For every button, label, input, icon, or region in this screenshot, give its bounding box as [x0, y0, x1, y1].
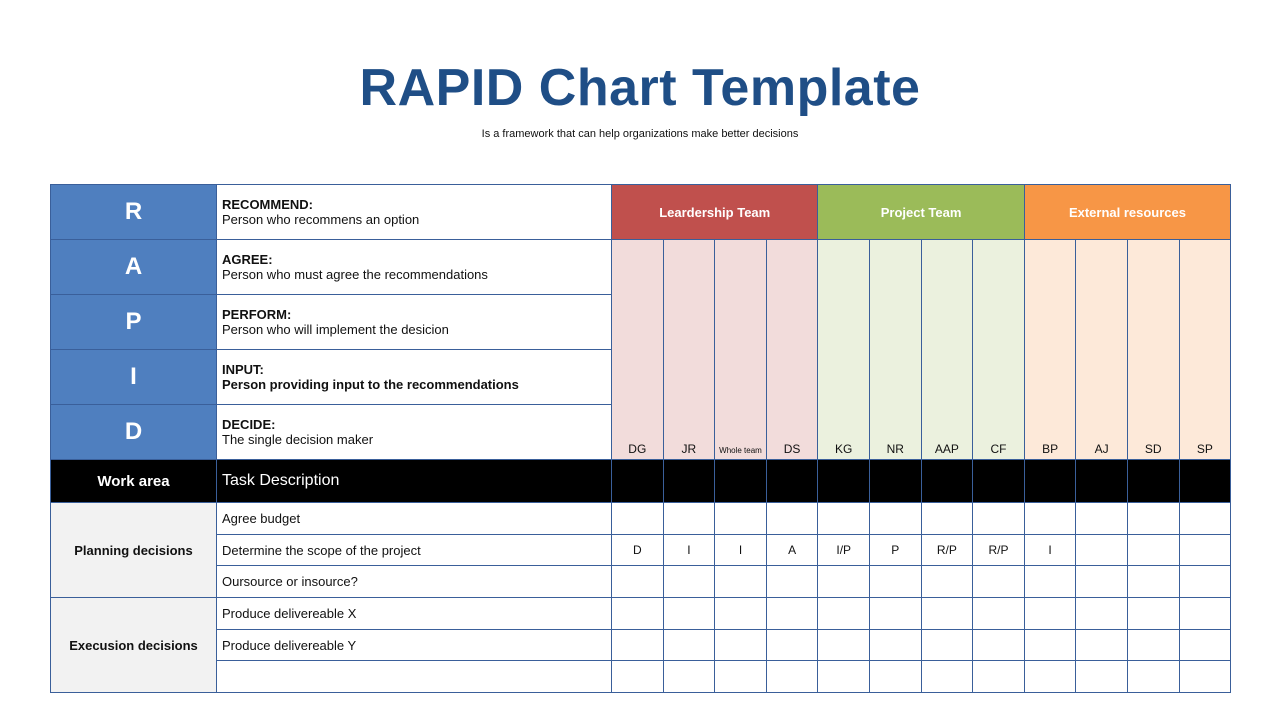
assignment-cell[interactable] [1179, 629, 1231, 661]
header-blank-cell [818, 460, 870, 503]
member-name: DG [628, 442, 647, 456]
assignment-cell[interactable] [612, 598, 664, 630]
header-blank-cell [973, 460, 1025, 503]
team-header: Leardership Team [612, 185, 818, 240]
assignment-cell[interactable] [766, 629, 818, 661]
assignment-cell[interactable] [1127, 566, 1179, 598]
table-row [51, 598, 1231, 630]
table-row [51, 661, 1231, 693]
header-blank-cell [1179, 460, 1231, 503]
member-initials [921, 240, 973, 460]
role-description: The single decision maker [222, 432, 374, 447]
table-row [51, 629, 1231, 661]
task-cell[interactable] [217, 661, 612, 693]
header-blank-cell [870, 460, 922, 503]
member-name: SP [1196, 442, 1213, 456]
member-name: AJ [1094, 442, 1109, 456]
assignment-cell[interactable] [1127, 503, 1179, 535]
member-initials [766, 240, 818, 460]
assignment-cell[interactable] [921, 503, 973, 535]
member-name: SD [1144, 442, 1162, 456]
member-initials [1179, 240, 1231, 460]
assignment-cell[interactable] [1127, 661, 1179, 693]
member-initials [1076, 240, 1128, 460]
assignment-cell[interactable] [715, 661, 767, 693]
member-initials [973, 240, 1025, 460]
assignment-cell[interactable]: I [1024, 534, 1076, 566]
assignment-cell[interactable] [1179, 534, 1231, 566]
assignment-cell[interactable] [663, 566, 715, 598]
assignment-cell[interactable]: D [612, 534, 664, 566]
member-name: BP [1042, 442, 1059, 456]
header-blank-cell [1127, 460, 1179, 503]
member-initials [818, 240, 870, 460]
task-description-header: Task Description [217, 460, 612, 503]
assignment-cell[interactable] [1179, 503, 1231, 535]
role-description: Person providing input to the recommendations [222, 377, 519, 392]
role-row [51, 185, 1231, 240]
assignment-cell[interactable] [663, 629, 715, 661]
assignment-cell[interactable] [973, 566, 1025, 598]
role-letter: R [51, 185, 217, 240]
assignment-cell[interactable] [1179, 598, 1231, 630]
assignment-cell[interactable] [973, 503, 1025, 535]
table-header-row [51, 460, 1231, 503]
assignment-cell[interactable] [870, 629, 922, 661]
assignment-cell[interactable]: A [766, 534, 818, 566]
assignment-cell[interactable]: R/P [973, 534, 1025, 566]
table-row [51, 534, 1231, 566]
assignment-cell[interactable] [921, 566, 973, 598]
assignment-cell[interactable] [715, 503, 767, 535]
assignment-cell[interactable]: I/P [818, 534, 870, 566]
task-cell[interactable]: Produce delivereable X [217, 598, 612, 630]
assignment-cell[interactable] [1024, 503, 1076, 535]
assignment-cell[interactable] [1076, 503, 1128, 535]
role-name: INPUT: [222, 362, 264, 377]
assignment-cell[interactable] [921, 661, 973, 693]
role-description: Person who must agree the recommendations [222, 267, 488, 282]
member-name: CF [990, 442, 1007, 456]
role-name: PERFORM: [222, 307, 292, 322]
role-name: RECOMMEND: [222, 197, 313, 212]
member-name: KG [835, 442, 853, 456]
team-header: External resources [1024, 185, 1230, 240]
member-name: Whole team [719, 446, 762, 455]
assignment-cell[interactable] [870, 566, 922, 598]
assignment-cell[interactable] [1076, 598, 1128, 630]
header-blank-cell [663, 460, 715, 503]
assignment-cell[interactable] [663, 598, 715, 630]
role-letter: A [51, 240, 217, 295]
member-name: NR [886, 442, 904, 456]
assignment-cell[interactable] [870, 598, 922, 630]
role-description-cell [217, 240, 612, 295]
assignment-cell[interactable] [818, 629, 870, 661]
assignment-cell[interactable] [921, 629, 973, 661]
task-cell[interactable]: Produce delivereable Y [217, 629, 612, 661]
assignment-cell[interactable] [663, 661, 715, 693]
role-name: DECIDE: [222, 417, 276, 432]
role-description: Person who recommens an option [222, 212, 420, 227]
assignment-cell[interactable] [766, 661, 818, 693]
task-cell[interactable]: Oursource or insource? [217, 566, 612, 598]
role-description-cell [217, 185, 612, 240]
assignment-cell[interactable] [715, 598, 767, 630]
rapid-chart-table [50, 184, 1231, 693]
assignment-cell[interactable] [1127, 629, 1179, 661]
assignment-cell[interactable] [612, 629, 664, 661]
assignment-cell[interactable] [612, 503, 664, 535]
role-letter: D [51, 405, 217, 460]
member-name: AAP [934, 442, 959, 456]
assignment-cell[interactable] [870, 661, 922, 693]
assignment-cell[interactable] [818, 503, 870, 535]
assignment-cell[interactable] [612, 566, 664, 598]
work-area-label: Execusion decisions [51, 598, 217, 693]
role-letter: P [51, 295, 217, 350]
assignment-cell[interactable] [1024, 566, 1076, 598]
assignment-cell[interactable] [715, 629, 767, 661]
member-name: JR [681, 442, 697, 456]
assignment-cell[interactable] [766, 598, 818, 630]
member-initials [612, 240, 664, 460]
assignment-cell[interactable] [1179, 661, 1231, 693]
header-blank-cell [766, 460, 818, 503]
assignment-cell[interactable] [1076, 629, 1128, 661]
page-subtitle: Is a framework that can help organizations make better decisions [481, 128, 799, 140]
assignment-cell[interactable] [973, 661, 1025, 693]
assignment-cell[interactable] [766, 566, 818, 598]
assignment-cell[interactable] [818, 661, 870, 693]
assignment-cell[interactable] [818, 598, 870, 630]
work-area-label: Planning decisions [51, 503, 217, 598]
assignment-cell[interactable] [921, 598, 973, 630]
header-blank-cell [715, 460, 767, 503]
assignment-cell[interactable] [663, 503, 715, 535]
assignment-cell[interactable] [1024, 661, 1076, 693]
header-blank-cell [1024, 460, 1076, 503]
member-initials [663, 240, 715, 460]
assignment-cell[interactable] [818, 566, 870, 598]
assignment-cell[interactable] [1076, 661, 1128, 693]
assignment-cell[interactable] [1076, 534, 1128, 566]
member-name: DS [783, 442, 801, 456]
header-blank-cell [921, 460, 973, 503]
member-initials [715, 240, 767, 460]
member-initials [1127, 240, 1179, 460]
role-row [51, 240, 1231, 295]
role-description-cell [217, 350, 612, 405]
role-description-cell [217, 295, 612, 350]
team-header: Project Team [818, 185, 1024, 240]
work-area-header: Work area [51, 460, 217, 503]
assignment-cell[interactable] [870, 503, 922, 535]
assignment-cell[interactable] [1179, 566, 1231, 598]
assignment-cell[interactable] [1024, 598, 1076, 630]
member-initials [1024, 240, 1076, 460]
assignment-cell[interactable]: R/P [921, 534, 973, 566]
assignment-cell[interactable] [1024, 629, 1076, 661]
assignment-cell[interactable] [766, 503, 818, 535]
role-description: Person who will implement the desicion [222, 322, 449, 337]
assignment-cell[interactable] [715, 566, 767, 598]
assignment-cell[interactable] [1076, 566, 1128, 598]
page-title: RAPID Chart Template [359, 59, 921, 117]
assignment-cell[interactable]: I [715, 534, 767, 566]
header-blank-cell [612, 460, 664, 503]
table-row [51, 503, 1231, 535]
assignment-cell[interactable] [973, 598, 1025, 630]
assignment-cell[interactable] [973, 629, 1025, 661]
table-row [51, 566, 1231, 598]
role-description-cell [217, 405, 612, 460]
assignment-cell[interactable]: P [870, 534, 922, 566]
assignment-cell[interactable] [1127, 598, 1179, 630]
role-name: AGREE: [222, 252, 273, 267]
assignment-cell[interactable]: I [663, 534, 715, 566]
member-initials [870, 240, 922, 460]
task-cell[interactable]: Agree budget [217, 503, 612, 535]
task-cell[interactable]: Determine the scope of the project [217, 534, 612, 566]
header-blank-cell [1076, 460, 1128, 503]
assignment-cell[interactable] [612, 661, 664, 693]
assignment-cell[interactable] [1127, 534, 1179, 566]
role-letter: I [51, 350, 217, 405]
